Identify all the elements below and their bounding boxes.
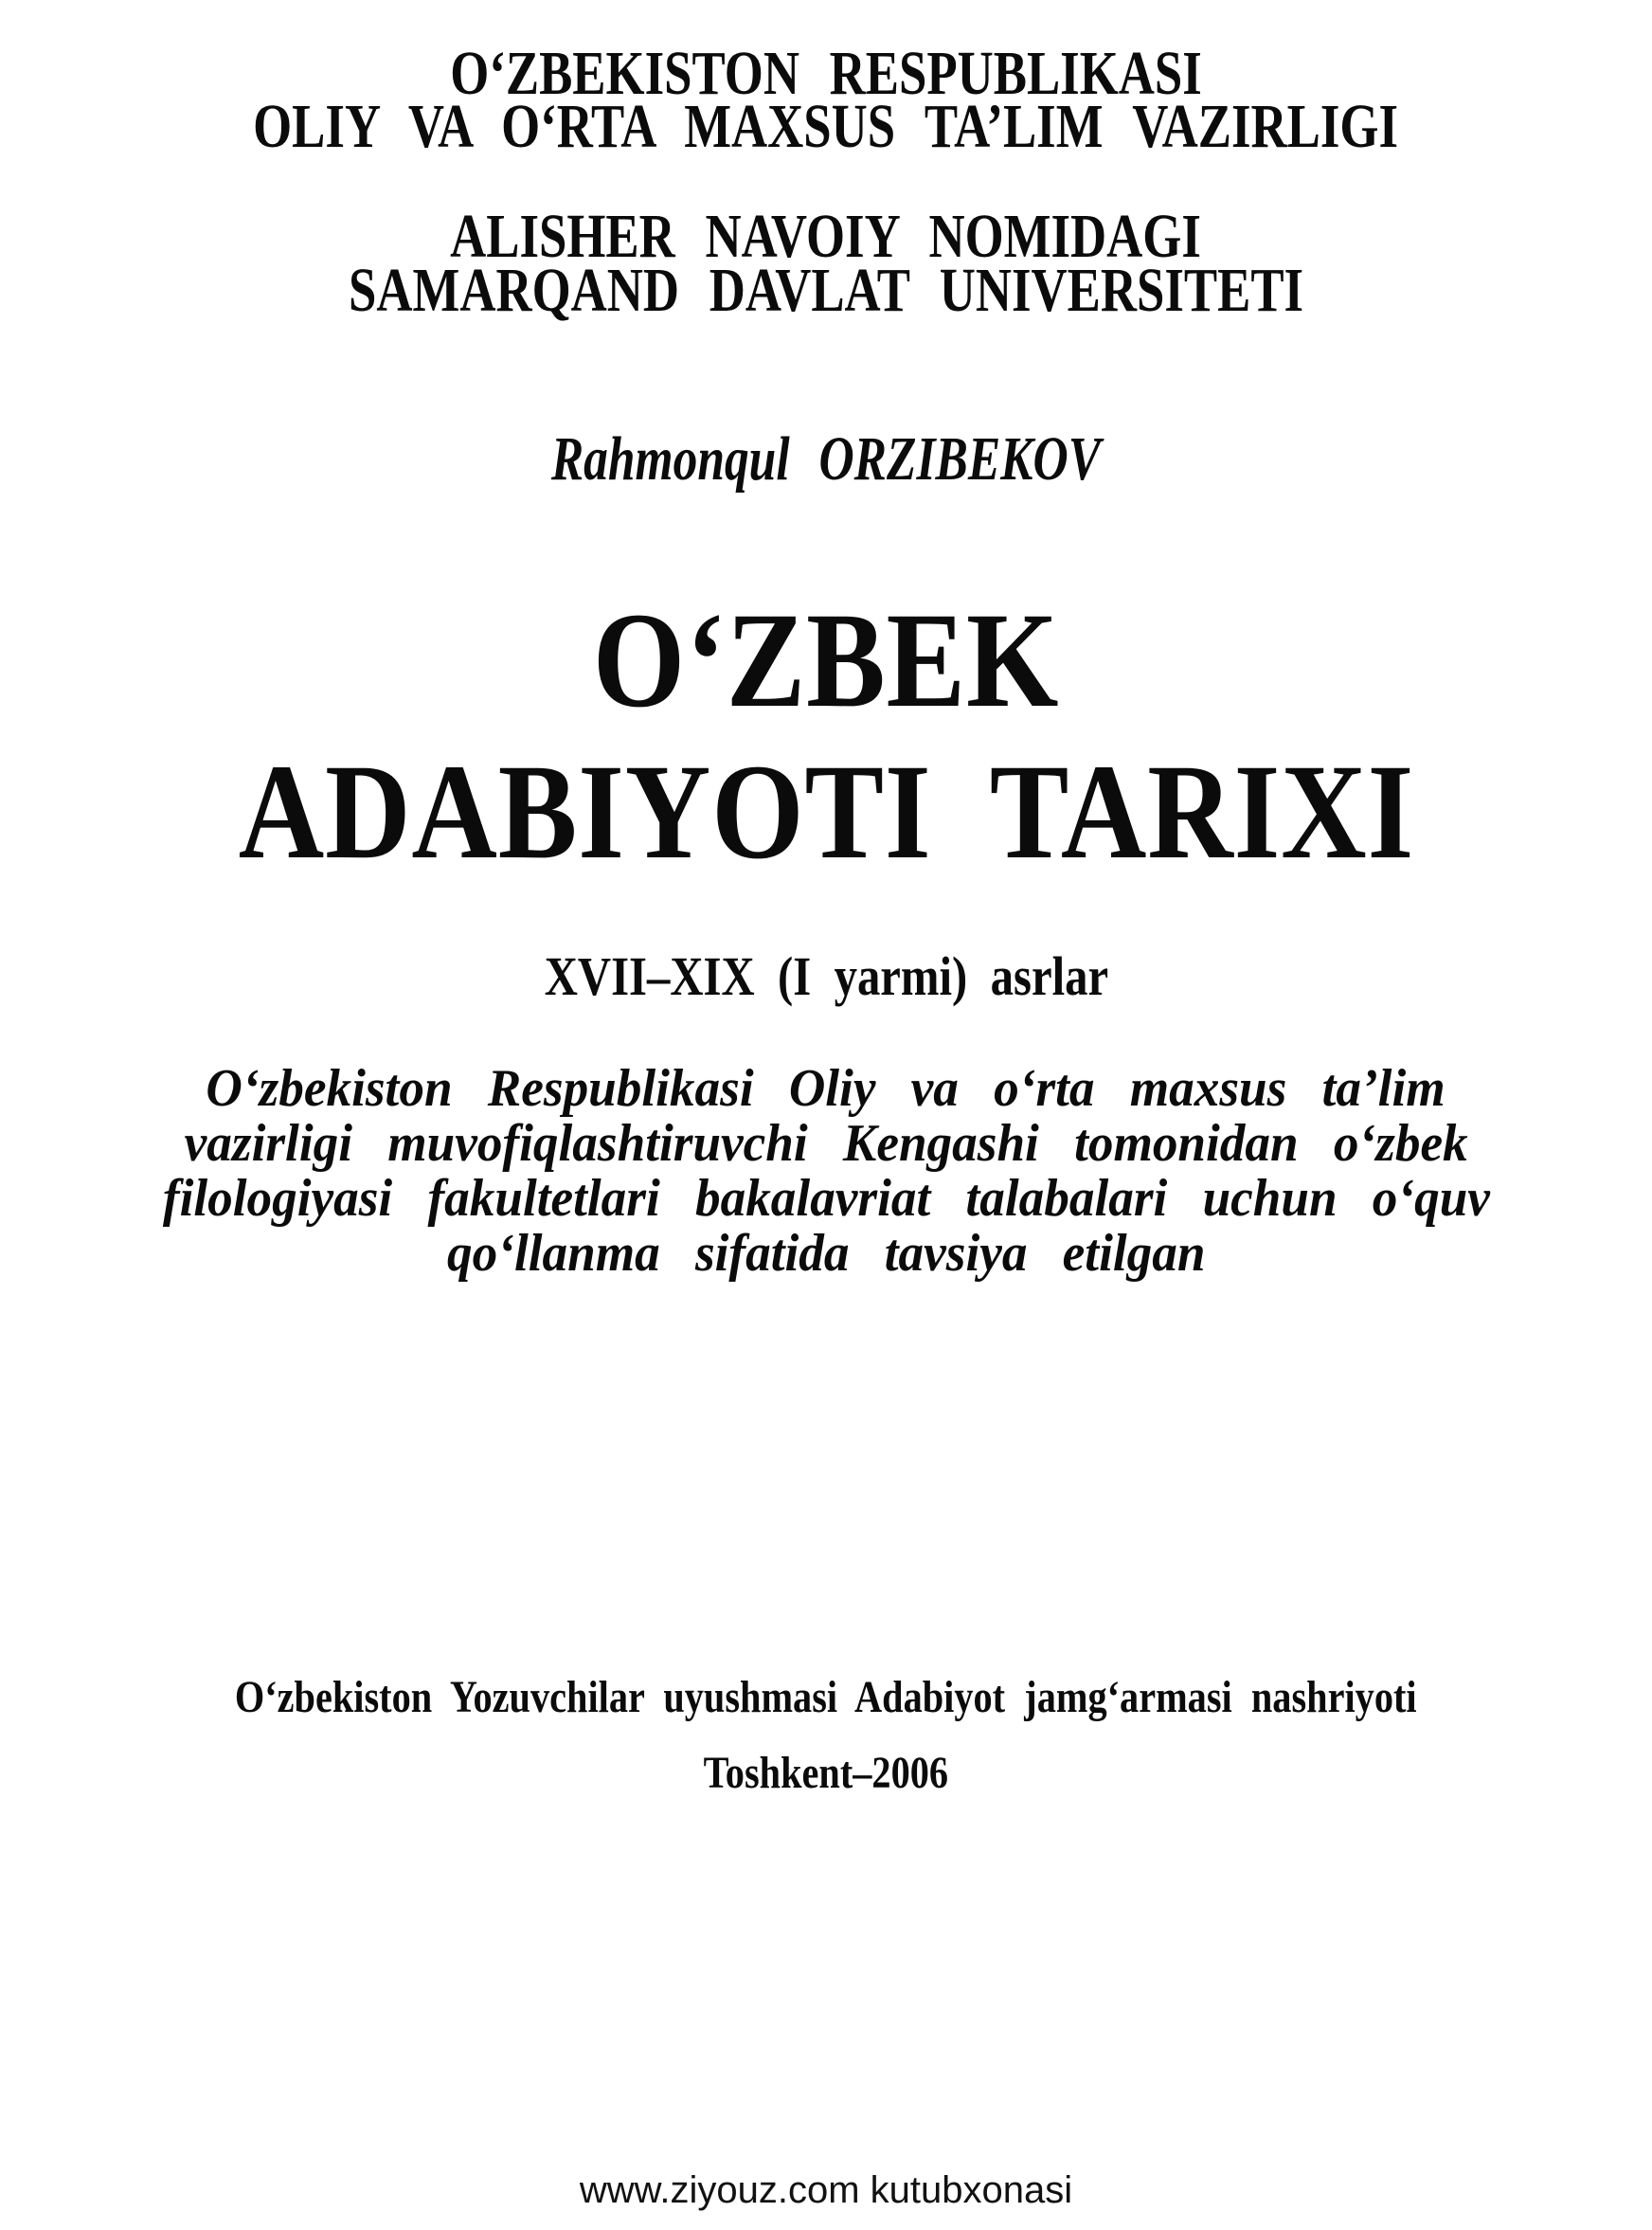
ministry-line-1: O‘ZBEKISTON RESPUBLIKASI [450,39,1202,108]
footer-watermark-text: www.ziyouz.com kutubxonasi [579,2169,1073,2211]
subtitle-row [0,945,1652,1007]
city-year-text: Toshkent–2006 [703,1748,949,1798]
book-title-row-1 [0,585,1652,736]
publisher-text: O‘zbekiston Yozuvchilar uyushmasi Adabiyot jamg‘armasi nashriyoti [235,1672,1417,1722]
book-title-line-2: ADABIYOTI TARIXI [238,737,1414,888]
approval-paragraph-row-3 [0,1171,1652,1226]
ministry-heading-row-2 [0,92,1652,161]
approval-paragraph [0,1061,1652,1281]
footer-row [0,2171,1652,2209]
book-title-row-2 [0,737,1652,888]
author-name: Rahmonqul ORZIBEKOV [550,424,1102,494]
approval-line-4: qo‘llanma sifatida tavsiya etilgan [446,1224,1206,1283]
approval-paragraph-row-4 [0,1226,1652,1281]
university-line-1: ALISHER NAVOIY NOMIDAGI [450,202,1202,271]
approval-line-2: vazirligi muvofiqlashtiruvchi Kengashi tomonidan o‘zbek [184,1114,1468,1173]
author-row [0,424,1652,494]
subtitle-text: XVII–XIX (I yarmi) asrlar [544,945,1108,1007]
approval-paragraph-row-2 [0,1116,1652,1171]
university-heading-row-2 [0,256,1652,325]
approval-line-1: O‘zbekiston Respublikasi Oliy va o‘rta maxsus ta’lim [206,1059,1446,1118]
approval-line-3: filologiyasi fakultetlari bakalavriat talabalari uchun o‘quv [162,1169,1490,1228]
publisher-row [0,1672,1652,1722]
university-line-2: SAMARQAND DAVLAT UNIVERSITETI [348,256,1304,325]
ministry-line-2: OLIY VA O‘RTA MAXSUS TA’LIM VAZIRLIGI [253,92,1399,161]
approval-paragraph-row-1 [0,1061,1652,1116]
book-title-line-1: O‘ZBEK [592,585,1060,736]
city-year-row [0,1748,1652,1798]
